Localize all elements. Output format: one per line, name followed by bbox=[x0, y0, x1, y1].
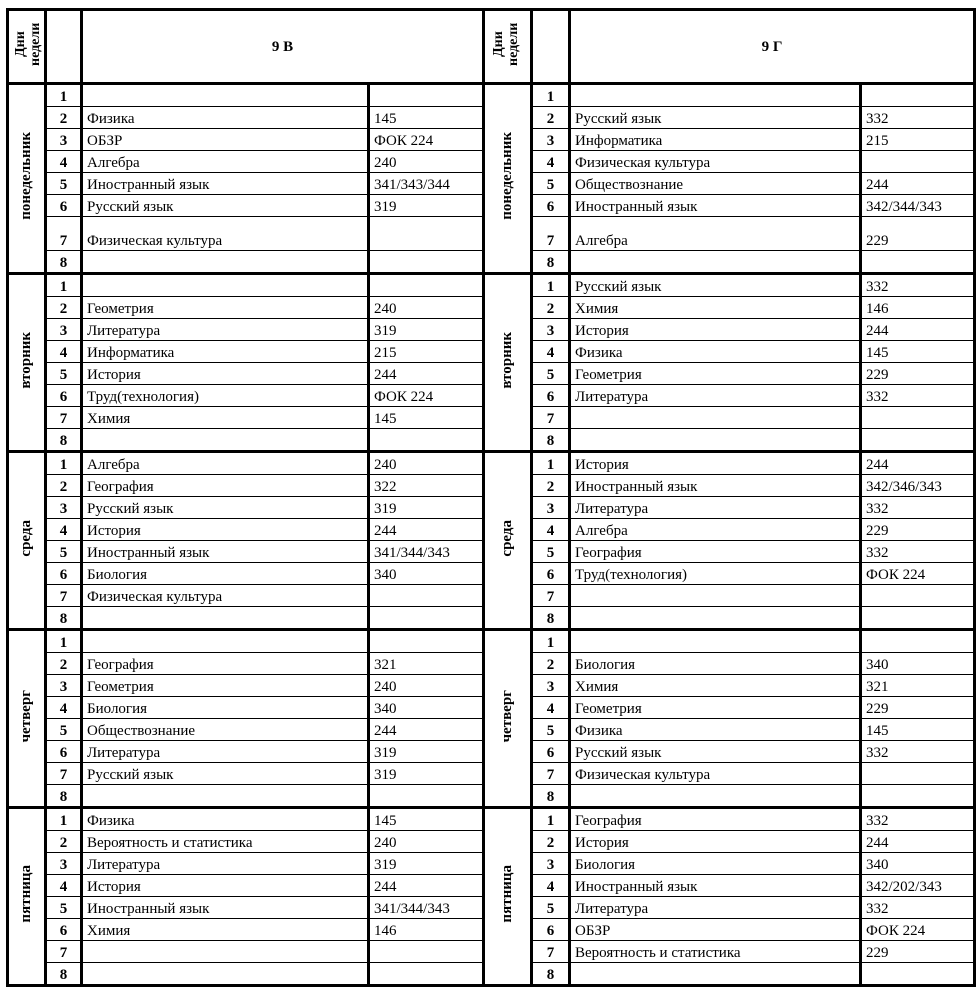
subject-cell: Биология bbox=[570, 853, 861, 875]
subject-cell: История bbox=[570, 831, 861, 853]
room-cell: 145 bbox=[369, 407, 484, 429]
subject-cell: Литература bbox=[82, 319, 369, 341]
subject-cell: Химия bbox=[570, 297, 861, 319]
room-cell: ФОК 224 bbox=[369, 129, 484, 151]
subject-cell: Литература bbox=[570, 897, 861, 919]
room-cell: 229 bbox=[861, 697, 975, 719]
lesson-row bbox=[8, 808, 975, 831]
day-name: вторник bbox=[499, 331, 516, 389]
subject-cell bbox=[570, 963, 861, 986]
days-header-left: Дни недели bbox=[8, 10, 46, 84]
header-row bbox=[8, 10, 975, 84]
lesson-number: 5 bbox=[532, 173, 570, 195]
subject-cell: Физика bbox=[82, 107, 369, 129]
room-cell: 244 bbox=[369, 875, 484, 897]
lesson-number: 1 bbox=[532, 84, 570, 107]
lesson-number: 4 bbox=[46, 519, 82, 541]
day-label-right bbox=[484, 630, 532, 808]
lesson-number-header-left bbox=[46, 10, 82, 84]
room-cell: 319 bbox=[369, 853, 484, 875]
lesson-number: 6 bbox=[532, 563, 570, 585]
lesson-number: 1 bbox=[46, 274, 82, 297]
room-cell: 145 bbox=[861, 341, 975, 363]
subject-cell: Химия bbox=[570, 675, 861, 697]
lesson-number: 8 bbox=[532, 251, 570, 274]
class-header-left: 9 В bbox=[82, 10, 484, 84]
room-cell: 342/346/343 bbox=[861, 475, 975, 497]
lesson-number-header-right bbox=[532, 10, 570, 84]
room-cell: 340 bbox=[369, 697, 484, 719]
subject-cell: Труд(технология) bbox=[570, 563, 861, 585]
subject-cell: История bbox=[570, 452, 861, 475]
day-name: среда bbox=[18, 519, 34, 557]
lesson-number: 2 bbox=[532, 831, 570, 853]
room-cell: 319 bbox=[369, 741, 484, 763]
subject-cell: Алгебра bbox=[82, 452, 369, 475]
lesson-number: 2 bbox=[46, 475, 82, 497]
subject-cell: Химия bbox=[82, 407, 369, 429]
lesson-row bbox=[8, 274, 975, 297]
subject-cell: Литература bbox=[570, 385, 861, 407]
subject-cell bbox=[570, 785, 861, 808]
subject-cell: Информатика bbox=[82, 341, 369, 363]
subject-cell: Алгебра bbox=[570, 217, 861, 251]
lesson-number: 3 bbox=[46, 675, 82, 697]
room-cell: 244 bbox=[861, 319, 975, 341]
room-cell: 319 bbox=[369, 195, 484, 217]
lesson-number: 7 bbox=[46, 217, 82, 251]
room-cell: 240 bbox=[369, 297, 484, 319]
room-cell: 244 bbox=[369, 719, 484, 741]
lesson-number: 6 bbox=[46, 919, 82, 941]
subject-cell: География bbox=[570, 808, 861, 831]
subject-cell bbox=[570, 585, 861, 607]
subject-cell: Иностранный язык bbox=[82, 173, 369, 195]
room-cell: 215 bbox=[369, 341, 484, 363]
room-cell: 340 bbox=[861, 853, 975, 875]
day-label-right bbox=[484, 274, 532, 452]
subject-cell: Иностранный язык bbox=[82, 541, 369, 563]
lesson-number: 7 bbox=[46, 585, 82, 607]
lesson-number: 6 bbox=[532, 741, 570, 763]
subject-cell: Геометрия bbox=[82, 297, 369, 319]
subject-cell: История bbox=[570, 319, 861, 341]
room-cell: 145 bbox=[369, 808, 484, 831]
lesson-number: 5 bbox=[46, 173, 82, 195]
lesson-number: 3 bbox=[532, 497, 570, 519]
lesson-number: 7 bbox=[46, 407, 82, 429]
lesson-number: 5 bbox=[46, 541, 82, 563]
lesson-number: 6 bbox=[46, 563, 82, 585]
lesson-number: 6 bbox=[532, 919, 570, 941]
subject-cell: Геометрия bbox=[570, 697, 861, 719]
room-cell bbox=[861, 630, 975, 653]
subject-cell: История bbox=[82, 363, 369, 385]
lesson-number: 5 bbox=[46, 719, 82, 741]
lesson-row bbox=[8, 630, 975, 653]
lesson-number: 5 bbox=[532, 541, 570, 563]
room-cell bbox=[369, 785, 484, 808]
subject-cell bbox=[82, 274, 369, 297]
subject-cell bbox=[570, 630, 861, 653]
room-cell: 319 bbox=[369, 319, 484, 341]
day-name: пятница bbox=[499, 865, 516, 923]
room-cell: 322 bbox=[369, 475, 484, 497]
schedule-document bbox=[6, 8, 973, 987]
subject-cell: История bbox=[82, 519, 369, 541]
lesson-number: 6 bbox=[532, 195, 570, 217]
lesson-number: 5 bbox=[532, 719, 570, 741]
room-cell: 240 bbox=[369, 675, 484, 697]
day-name: понедельник bbox=[499, 132, 516, 220]
lesson-number: 2 bbox=[532, 107, 570, 129]
room-cell: ФОК 224 bbox=[861, 919, 975, 941]
room-cell: 145 bbox=[861, 719, 975, 741]
lesson-number: 5 bbox=[532, 363, 570, 385]
subject-cell bbox=[570, 84, 861, 107]
day-name: среда bbox=[499, 519, 516, 557]
lesson-number: 1 bbox=[46, 452, 82, 475]
subject-cell: Биология bbox=[82, 563, 369, 585]
lesson-number: 8 bbox=[46, 429, 82, 452]
subject-cell: Труд(технология) bbox=[82, 385, 369, 407]
subject-cell bbox=[570, 251, 861, 274]
schedule-body bbox=[8, 84, 975, 986]
day-label-right bbox=[484, 452, 532, 630]
schedule-table bbox=[6, 8, 976, 987]
lesson-number: 5 bbox=[46, 897, 82, 919]
lesson-row bbox=[8, 452, 975, 475]
room-cell: 229 bbox=[861, 519, 975, 541]
subject-cell: Русский язык bbox=[82, 497, 369, 519]
subject-cell: Геометрия bbox=[570, 363, 861, 385]
room-cell: 240 bbox=[369, 151, 484, 173]
subject-cell: Литература bbox=[82, 853, 369, 875]
subject-cell: Физика bbox=[82, 808, 369, 831]
room-cell: 244 bbox=[861, 452, 975, 475]
room-cell: 319 bbox=[369, 763, 484, 785]
subject-cell: Алгебра bbox=[570, 519, 861, 541]
subject-cell: Русский язык bbox=[570, 274, 861, 297]
subject-cell bbox=[82, 630, 369, 653]
day-label-left bbox=[8, 84, 46, 274]
lesson-number: 8 bbox=[532, 785, 570, 808]
subject-cell: Физическая культура bbox=[570, 151, 861, 173]
subject-cell: Обществознание bbox=[570, 173, 861, 195]
room-cell bbox=[369, 274, 484, 297]
room-cell: 341/344/343 bbox=[369, 541, 484, 563]
lesson-number: 1 bbox=[532, 274, 570, 297]
subject-cell: История bbox=[82, 875, 369, 897]
room-cell bbox=[861, 963, 975, 986]
room-cell: 342/202/343 bbox=[861, 875, 975, 897]
room-cell bbox=[369, 251, 484, 274]
subject-cell: Физика bbox=[570, 341, 861, 363]
lesson-number: 2 bbox=[46, 107, 82, 129]
lesson-number: 3 bbox=[46, 853, 82, 875]
lesson-number: 6 bbox=[46, 385, 82, 407]
room-cell bbox=[369, 607, 484, 630]
room-cell: 145 bbox=[369, 107, 484, 129]
lesson-number: 8 bbox=[46, 963, 82, 986]
subject-cell: Русский язык bbox=[570, 107, 861, 129]
lesson-number: 4 bbox=[46, 341, 82, 363]
lesson-number: 7 bbox=[46, 763, 82, 785]
subject-cell: Физическая культура bbox=[82, 217, 369, 251]
lesson-number: 1 bbox=[532, 630, 570, 653]
lesson-number: 5 bbox=[46, 363, 82, 385]
lesson-number: 6 bbox=[532, 385, 570, 407]
subject-cell: География bbox=[82, 653, 369, 675]
lesson-number: 8 bbox=[532, 963, 570, 986]
room-cell: 332 bbox=[861, 897, 975, 919]
subject-cell bbox=[82, 84, 369, 107]
room-cell bbox=[861, 607, 975, 630]
lesson-number: 4 bbox=[46, 151, 82, 173]
lesson-number: 4 bbox=[46, 697, 82, 719]
room-cell bbox=[861, 585, 975, 607]
lesson-number: 2 bbox=[532, 653, 570, 675]
lesson-number: 4 bbox=[532, 697, 570, 719]
room-cell bbox=[369, 941, 484, 963]
subject-cell bbox=[570, 607, 861, 630]
lesson-number: 4 bbox=[532, 875, 570, 897]
room-cell: 332 bbox=[861, 274, 975, 297]
subject-cell: Вероятность и статистика bbox=[570, 941, 861, 963]
lesson-number: 8 bbox=[532, 607, 570, 630]
subject-cell: Иностранный язык bbox=[570, 195, 861, 217]
room-cell: 340 bbox=[861, 653, 975, 675]
room-cell bbox=[861, 785, 975, 808]
subject-cell: Вероятность и статистика bbox=[82, 831, 369, 853]
lesson-number: 1 bbox=[532, 808, 570, 831]
lesson-number: 6 bbox=[46, 195, 82, 217]
lesson-number: 2 bbox=[532, 475, 570, 497]
room-cell: 332 bbox=[861, 497, 975, 519]
room-cell: 332 bbox=[861, 541, 975, 563]
lesson-number: 2 bbox=[46, 831, 82, 853]
subject-cell bbox=[82, 785, 369, 808]
day-name: понедельник bbox=[18, 132, 34, 220]
room-cell: 319 bbox=[369, 497, 484, 519]
subject-cell: Алгебра bbox=[82, 151, 369, 173]
room-cell bbox=[369, 630, 484, 653]
subject-cell: Русский язык bbox=[570, 741, 861, 763]
lesson-number: 1 bbox=[46, 630, 82, 653]
subject-cell: Физическая культура bbox=[82, 585, 369, 607]
lesson-number: 8 bbox=[46, 251, 82, 274]
lesson-number: 3 bbox=[532, 129, 570, 151]
room-cell bbox=[369, 217, 484, 251]
room-cell bbox=[861, 84, 975, 107]
day-name: пятница bbox=[18, 865, 34, 923]
room-cell bbox=[861, 151, 975, 173]
room-cell: 244 bbox=[369, 363, 484, 385]
subject-cell bbox=[82, 963, 369, 986]
lesson-number: 3 bbox=[532, 853, 570, 875]
lesson-number: 8 bbox=[46, 785, 82, 808]
room-cell: 341/343/344 bbox=[369, 173, 484, 195]
subject-cell bbox=[570, 429, 861, 452]
day-label-left bbox=[8, 452, 46, 630]
lesson-row bbox=[8, 84, 975, 107]
room-cell: 332 bbox=[861, 808, 975, 831]
subject-cell: Русский язык bbox=[82, 195, 369, 217]
room-cell: ФОК 224 bbox=[369, 385, 484, 407]
lesson-number: 7 bbox=[532, 407, 570, 429]
room-cell: 244 bbox=[861, 173, 975, 195]
lesson-number: 5 bbox=[532, 897, 570, 919]
subject-cell: Русский язык bbox=[82, 763, 369, 785]
room-cell: 332 bbox=[861, 107, 975, 129]
lesson-number: 4 bbox=[532, 341, 570, 363]
room-cell: 321 bbox=[861, 675, 975, 697]
lesson-number: 3 bbox=[46, 129, 82, 151]
subject-cell: Физическая культура bbox=[570, 763, 861, 785]
lesson-number: 6 bbox=[46, 741, 82, 763]
lesson-number: 4 bbox=[46, 875, 82, 897]
day-label-right bbox=[484, 808, 532, 986]
subject-cell: География bbox=[570, 541, 861, 563]
lesson-number: 3 bbox=[532, 319, 570, 341]
room-cell: 244 bbox=[369, 519, 484, 541]
lesson-number: 2 bbox=[46, 653, 82, 675]
lesson-number: 3 bbox=[532, 675, 570, 697]
room-cell: 244 bbox=[861, 831, 975, 853]
subject-cell: ОБЗР bbox=[82, 129, 369, 151]
room-cell: ФОК 224 bbox=[861, 563, 975, 585]
room-cell: 321 bbox=[369, 653, 484, 675]
lesson-number: 7 bbox=[532, 763, 570, 785]
lesson-number: 4 bbox=[532, 519, 570, 541]
subject-cell: Геометрия bbox=[82, 675, 369, 697]
room-cell bbox=[861, 251, 975, 274]
class-header-right: 9 Г bbox=[570, 10, 975, 84]
day-label-left bbox=[8, 274, 46, 452]
room-cell: 229 bbox=[861, 363, 975, 385]
subject-cell: Литература bbox=[570, 497, 861, 519]
lesson-number: 2 bbox=[532, 297, 570, 319]
day-label-right bbox=[484, 84, 532, 274]
subject-cell: Иностранный язык bbox=[570, 475, 861, 497]
subject-cell: Химия bbox=[82, 919, 369, 941]
lesson-number: 3 bbox=[46, 497, 82, 519]
lesson-number: 7 bbox=[532, 217, 570, 251]
room-cell: 215 bbox=[861, 129, 975, 151]
lesson-number: 2 bbox=[46, 297, 82, 319]
room-cell bbox=[369, 429, 484, 452]
room-cell: 229 bbox=[861, 941, 975, 963]
lesson-number: 7 bbox=[46, 941, 82, 963]
room-cell: 341/344/343 bbox=[369, 897, 484, 919]
room-cell: 240 bbox=[369, 831, 484, 853]
lesson-number: 8 bbox=[532, 429, 570, 452]
room-cell: 146 bbox=[861, 297, 975, 319]
day-name: четверг bbox=[18, 689, 34, 743]
room-cell: 342/344/343 bbox=[861, 195, 975, 217]
lesson-number: 3 bbox=[46, 319, 82, 341]
lesson-number: 7 bbox=[532, 941, 570, 963]
room-cell: 340 bbox=[369, 563, 484, 585]
subject-cell: Физика bbox=[570, 719, 861, 741]
subject-cell: ОБЗР bbox=[570, 919, 861, 941]
lesson-number: 7 bbox=[532, 585, 570, 607]
day-name: вторник bbox=[18, 331, 34, 389]
subject-cell bbox=[570, 407, 861, 429]
room-cell bbox=[369, 585, 484, 607]
room-cell: 229 bbox=[861, 217, 975, 251]
room-cell: 332 bbox=[861, 741, 975, 763]
day-label-left bbox=[8, 808, 46, 986]
subject-cell: Литература bbox=[82, 741, 369, 763]
subject-cell: Информатика bbox=[570, 129, 861, 151]
subject-cell bbox=[82, 429, 369, 452]
lesson-number: 1 bbox=[532, 452, 570, 475]
subject-cell bbox=[82, 607, 369, 630]
days-header-right: Дни недели bbox=[484, 10, 532, 84]
room-cell: 146 bbox=[369, 919, 484, 941]
lesson-number: 4 bbox=[532, 151, 570, 173]
subject-cell: Биология bbox=[570, 653, 861, 675]
lesson-number: 8 bbox=[46, 607, 82, 630]
room-cell: 240 bbox=[369, 452, 484, 475]
subject-cell bbox=[82, 251, 369, 274]
room-cell bbox=[369, 84, 484, 107]
subject-cell: Иностранный язык bbox=[82, 897, 369, 919]
room-cell bbox=[369, 963, 484, 986]
day-name: четверг bbox=[499, 689, 516, 743]
room-cell: 332 bbox=[861, 385, 975, 407]
room-cell bbox=[861, 429, 975, 452]
lesson-number: 1 bbox=[46, 808, 82, 831]
subject-cell: Иностранный язык bbox=[570, 875, 861, 897]
subject-cell: Обществознание bbox=[82, 719, 369, 741]
lesson-number: 1 bbox=[46, 84, 82, 107]
subject-cell bbox=[82, 941, 369, 963]
room-cell bbox=[861, 763, 975, 785]
subject-cell: География bbox=[82, 475, 369, 497]
room-cell bbox=[861, 407, 975, 429]
subject-cell: Биология bbox=[82, 697, 369, 719]
day-label-left bbox=[8, 630, 46, 808]
